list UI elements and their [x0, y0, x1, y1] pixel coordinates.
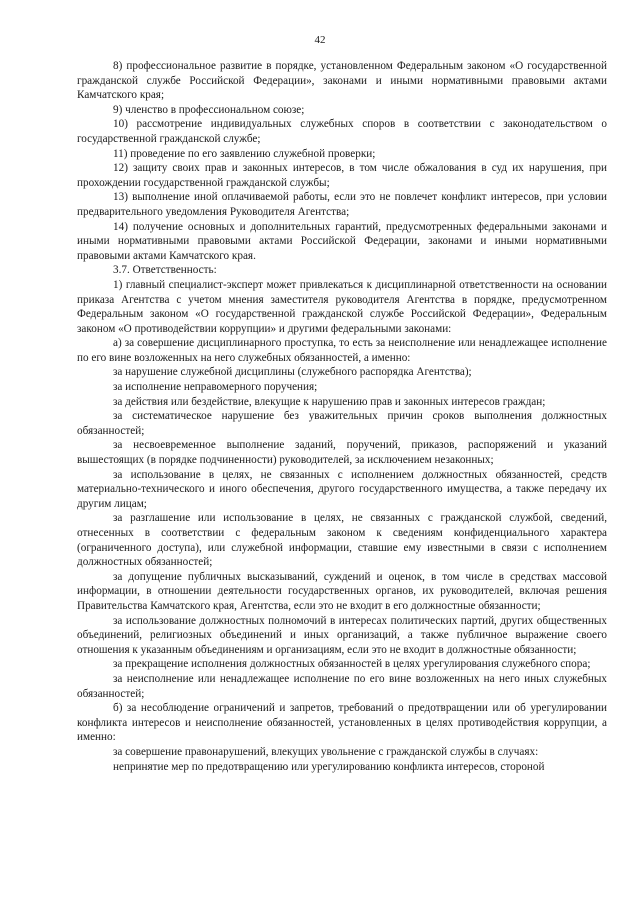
paragraph: а) за совершение дисциплинарного проступка, то есть за неисполнение или ненадлежащее исполнение по его вине возложенных на него служебных обязанностей, а именно:: [77, 337, 607, 364]
paragraph: непринятие мер по предотвращению или урегулированию конфликта интересов, стороной: [113, 760, 545, 773]
paragraph: 11) проведение по его заявлению служебной проверки;: [113, 147, 376, 160]
paragraph: за несвоевременное выполнение заданий, поручений, приказов, распоряжений и указаний вышестоящих (в порядке подчиненности) руководителей, за исключением незаконных;: [77, 439, 607, 467]
paragraph: за нарушение служебной дисциплины (служебного распорядка Агентства);: [113, 366, 472, 379]
paragraph: 10) рассмотрение индивидуальных служебных споров в соответствии с законодательством о государственной гражданской службе;: [77, 118, 607, 145]
paragraph: 13) выполнение иной оплачиваемой работы, если это не повлечет конфликт интересов, при условии предварительного уведомления Руководителя Агентства;: [77, 191, 607, 218]
document-body: [77, 59, 607, 774]
paragraph: б) за несоблюдение ограничений и запретов, требований о предотвращении или об урегулировании конфликта интересов и неисполнение обязанностей, установленных в целях противодействия коррупции, а именно:: [77, 702, 607, 744]
paragraph: 14) получение основных и дополнительных гарантий, предусмотренных федеральными законами и иными нормативными правовыми актами Российской Федерации, законами и иными нормативными правовыми актами Камчатского края.: [77, 220, 607, 262]
section-heading: 3.7. Ответственность:: [113, 264, 217, 277]
paragraph: за допущение публичных высказываний, суждений и оценок, в том числе в средствах массовой информации, в отношении деятельности государственных органов, их руководителей, включая решения Правительства Камчатского края, Агентства, если это не входит в его должностные обязанности;: [77, 570, 607, 612]
paragraph: за систематическое нарушение без уважительных причин сроков выполнения должностных обязанностей;: [77, 410, 607, 437]
page-number: 42: [314, 34, 326, 46]
paragraph: 8) профессиональное развитие в порядке, установленном Федеральным законом «О государственной гражданской службе Российской Федерации», законами и иными нормативными правовыми актами Камчатского края;: [77, 60, 607, 102]
paragraph: за действия или бездействие, влекущие к нарушению прав и законных интересов граждан;: [113, 395, 546, 408]
paragraph: за неисполнение или ненадлежащее исполнение по его вине возложенных на него иных служебных обязанностей;: [77, 672, 607, 700]
paragraph: 9) членство в профессиональном союзе;: [113, 103, 305, 116]
paragraph: 1) главный специалист-эксперт может привлекаться к дисциплинарной ответственности на основании приказа Агентства с учетом мнения заместителя руководителя Агентства в порядке, предусмотренном Федеральным законом «О государственной гражданской службе Российской Федерации», Федеральным законом «О противодействии коррупции» и другими федеральными законами:: [77, 278, 607, 335]
paragraph: за разглашение или использование в целях, не связанных с гражданской службой, сведений, отнесенных в соответствии с федеральным законом к сведениям конфиденциального характера (ограниченного доступа), или служебной информации, ставшие ему известными в связи с исполнением должностных обязанностей;: [77, 512, 607, 569]
paragraph: за исполнение неправомерного поручения;: [113, 381, 318, 394]
paragraph: 12) защиту своих прав и законных интересов, в том числе обжалования в суд их нарушения, при прохождении государственной гражданской службы;: [77, 162, 607, 189]
paragraph: за использование в целях, не связанных с исполнением должностных обязанностей, средств материально-технического и иного обеспечения, другого государственного имущества, а также передачу их другим лицам;: [77, 468, 607, 510]
paragraph: за совершение правонарушений, влекущих увольнение с гражданской службы в случаях:: [113, 745, 539, 758]
paragraph: за прекращение исполнения должностных обязанностей в целях урегулирования служебного спора;: [113, 658, 591, 671]
paragraph: за использование должностных полномочий в интересах политических партий, других общественных объединений, религиозных объединений и иных организаций, а также публичное выражение своего отношения к указанным объединениям и организациям, если это не входит в должностные обязанности;: [77, 614, 607, 656]
